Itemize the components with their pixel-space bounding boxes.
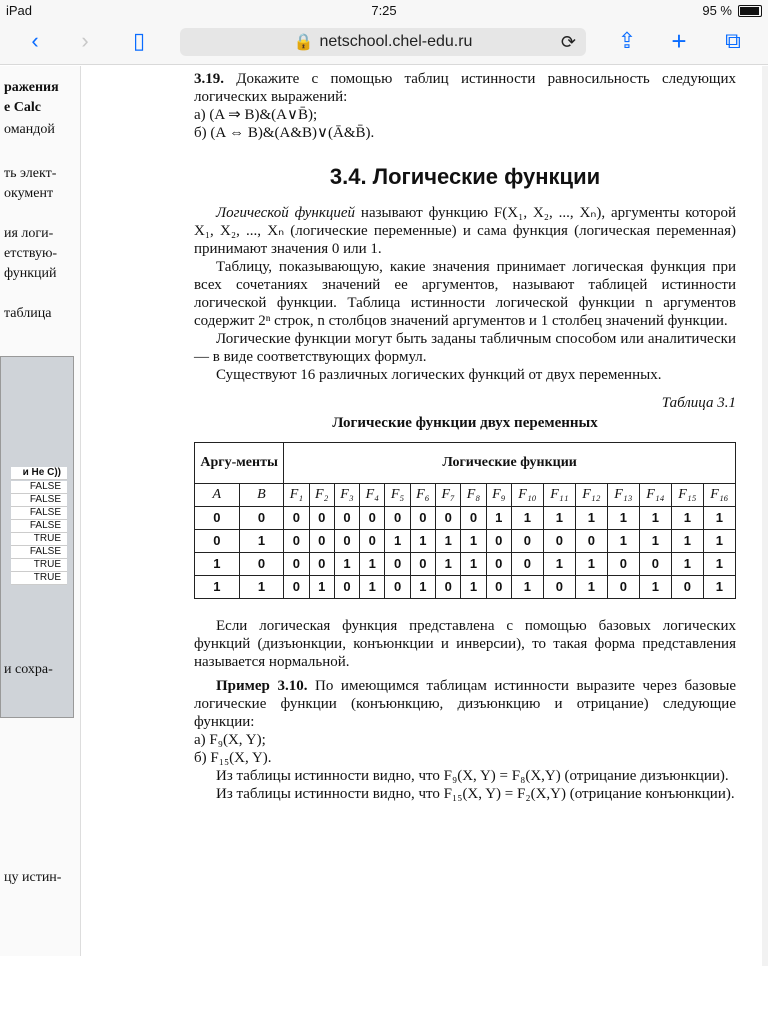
sheet-cell: FALSE	[11, 507, 67, 520]
table-cell: 0	[360, 530, 385, 553]
column-header: F₁₅	[671, 484, 703, 507]
table-cell: 1	[575, 507, 607, 530]
sheet-cell: TRUE	[11, 533, 67, 546]
table-cell: 1	[410, 530, 435, 553]
table-cell: 0	[671, 576, 703, 599]
column-header: A	[195, 484, 240, 507]
url-text: netschool.chel-edu.ru	[319, 33, 473, 50]
table-cell: 0	[334, 530, 359, 553]
table-cell: 1	[410, 576, 435, 599]
table-cell: 0	[511, 530, 543, 553]
column-header: F₇	[436, 484, 461, 507]
left-line: окумент	[4, 186, 54, 201]
table-row	[195, 530, 736, 553]
page-right-edge	[762, 66, 768, 966]
left-page-fragment	[0, 66, 81, 956]
table-cell: 1	[671, 507, 703, 530]
table-cell: 0	[284, 576, 309, 599]
example-a: а) F₉(X, Y);	[194, 732, 266, 748]
book-page	[194, 66, 736, 803]
column-header: F₁₃	[607, 484, 639, 507]
table-cell: 1	[543, 553, 575, 576]
table-cell: 1	[575, 553, 607, 576]
column-header: F₁₂	[575, 484, 607, 507]
sheet-cell: TRUE	[11, 559, 67, 572]
example-text: По имеющимся таблицам истинности выразите через базовые логические функции (конъюнкцию, дизъюнкцию и отрицание) следующие функции:	[194, 678, 736, 730]
browser-toolbar	[0, 20, 768, 65]
status-bar	[0, 0, 768, 20]
lock-icon: 🔒	[293, 34, 314, 51]
table-cell: 0	[543, 530, 575, 553]
paragraph-2: Таблицу, показывающую, какие значения принимает логическая функция при всех сочетаниях значений ее аргументов, называют таблицей истинности логической функции. Таблица истинности логической функции n аргументов содержит 2ⁿ строк, n столбцов значений аргументов и 1 столбец значений функции.	[194, 259, 736, 329]
table-cell: 1	[543, 507, 575, 530]
table-cell: 1	[575, 576, 607, 599]
table-cell: 0	[239, 507, 284, 530]
table-cell: 1	[486, 507, 511, 530]
forward-icon[interactable]: ›	[81, 28, 89, 53]
example-lead: Пример 3.10.	[216, 678, 308, 694]
truth-table	[194, 442, 736, 599]
table-cell: 1	[461, 530, 486, 553]
table-cell: 1	[334, 553, 359, 576]
table-cell: 0	[575, 530, 607, 553]
tabs-icon[interactable]: ⧉	[725, 28, 741, 53]
column-header: F₁₀	[511, 484, 543, 507]
column-header: F₆	[410, 484, 435, 507]
table-body	[195, 507, 736, 599]
table-cell: 1	[639, 530, 671, 553]
table-cell: 0	[239, 553, 284, 576]
exercise-text: Докажите с помощью таблиц истинности равносильность следующих логических выражений:	[194, 71, 736, 105]
table-cell: 1	[703, 530, 735, 553]
paragraph-4: Существуют 16 различных логических функций от двух переменных.	[216, 367, 662, 383]
exercise	[194, 70, 736, 106]
table-cell: 1	[639, 576, 671, 599]
table-cell: 0	[461, 507, 486, 530]
term: Логической функцией	[216, 205, 356, 221]
table-cell: 0	[360, 507, 385, 530]
sheet-header: и Не С))	[11, 467, 67, 480]
reload-icon[interactable]: ⟳	[560, 32, 576, 52]
paragraph-5: Если логическая функция представлена с помощью базовых логических функций (дизъюнкции, конъюнкции и инверсии), то такая форма представления называется нормальной.	[194, 618, 736, 670]
column-header: F₂	[309, 484, 334, 507]
column-header: F₁₄	[639, 484, 671, 507]
paragraph-6: Из таблицы истинности видно, что F₉(X, Y) = F₈(X,Y) (отрицание дизъюнкции).	[216, 768, 729, 784]
new-tab-icon[interactable]: +	[671, 25, 687, 56]
table-cell: 1	[607, 530, 639, 553]
device-label: iPad	[6, 3, 33, 18]
exercise-a: а) (A ⇒ B)&(A∨B̄);	[194, 107, 318, 123]
column-header: F₁₁	[543, 484, 575, 507]
address-bar[interactable]	[180, 28, 586, 56]
table-cell: 0	[607, 553, 639, 576]
table-cell: 0	[385, 507, 410, 530]
exercise-b: б) (A ⇔ B)&(A&B)∨(Ā&B̄).	[194, 125, 375, 141]
table-cell: 0	[436, 576, 461, 599]
column-header-row	[195, 484, 736, 507]
sheet-cell: TRUE	[11, 572, 67, 585]
battery-icon	[738, 5, 762, 17]
table-cell: 0	[284, 507, 309, 530]
example	[194, 677, 736, 731]
left-line: функций	[4, 266, 57, 281]
table-cell: 0	[410, 507, 435, 530]
left-line: омандой	[4, 122, 55, 137]
table-cell: 0	[639, 553, 671, 576]
table-cell: 1	[703, 553, 735, 576]
table-cell: 1	[639, 507, 671, 530]
sheet-cell: FALSE	[11, 481, 67, 494]
table-cell: 0	[284, 553, 309, 576]
table-cell: 1	[436, 530, 461, 553]
left-line: и сохра-	[4, 662, 53, 677]
table-cell: 0	[284, 530, 309, 553]
paragraph-3: Логические функции могут быть заданы табличным способом или аналитически — в виде соответствующих формул.	[194, 331, 736, 365]
table-cell: 1	[360, 576, 385, 599]
table-cell: 0	[195, 530, 240, 553]
table-row	[195, 576, 736, 599]
table-cell: 0	[195, 507, 240, 530]
bookmarks-icon[interactable]: ▯	[132, 28, 146, 53]
table-cell: 1	[461, 576, 486, 599]
clock: 7:25	[371, 3, 397, 18]
table-title: Логические функции двух переменных	[332, 415, 598, 431]
table-cell: 0	[607, 576, 639, 599]
status-right	[702, 3, 762, 18]
table-cell: 0	[334, 507, 359, 530]
share-icon[interactable]: ⇪	[617, 28, 637, 53]
column-header: F₃	[334, 484, 359, 507]
left-line: ть элект-	[4, 166, 57, 181]
table-cell: 0	[543, 576, 575, 599]
column-header: F₄	[360, 484, 385, 507]
table-cell: 1	[239, 576, 284, 599]
paragraph-1	[194, 204, 736, 258]
left-line: таблица	[4, 306, 52, 321]
left-line: е Calc	[4, 100, 41, 115]
table-cell: 0	[436, 507, 461, 530]
section-title: 3.4. Логические функции	[329, 164, 601, 189]
column-header: F₈	[461, 484, 486, 507]
table-cell: 0	[309, 507, 334, 530]
table-cell: 1	[511, 576, 543, 599]
table-cell: 0	[511, 553, 543, 576]
table-cell: 1	[239, 530, 284, 553]
table-cell: 1	[511, 507, 543, 530]
sheet-cell: FALSE	[11, 520, 67, 533]
table-cell: 1	[195, 576, 240, 599]
paragraph-1-text: называют функцию F(X₁, X₂, ..., Xₙ), аргументы которой X₁, X₂, ..., Xₙ (логические переменные) и сама функция (логическая переменная) принимают значения 0 или 1.	[194, 205, 736, 257]
functions-header: Логические функции	[284, 443, 736, 484]
column-header: B	[239, 484, 284, 507]
table-cell: 0	[385, 576, 410, 599]
example-b: б) F₁₅(X, Y).	[194, 750, 272, 766]
paragraph-7: Из таблицы истинности видно, что F₁₅(X, Y) = F₂(X,Y) (отрицание конъюнкции).	[216, 786, 735, 802]
column-header: F₁₆	[703, 484, 735, 507]
sheet-cell: FALSE	[11, 546, 67, 559]
table-cell: 1	[309, 576, 334, 599]
table-row	[195, 553, 736, 576]
table-cell: 1	[385, 530, 410, 553]
table-row	[195, 507, 736, 530]
table-cell: 1	[671, 530, 703, 553]
table-cell: 1	[703, 576, 735, 599]
table-cell: 1	[671, 553, 703, 576]
table-cell: 1	[703, 507, 735, 530]
left-line: ражения	[4, 80, 59, 95]
table-cell: 0	[486, 576, 511, 599]
table-cell: 1	[461, 553, 486, 576]
exercise-number: 3.19.	[194, 71, 224, 87]
args-header: Аргу-менты	[195, 443, 284, 484]
left-line: етствую-	[4, 246, 58, 261]
table-cell: 0	[309, 553, 334, 576]
table-cell: 1	[360, 553, 385, 576]
table-cell: 0	[309, 530, 334, 553]
back-icon[interactable]: ‹	[31, 28, 39, 53]
column-header: F₁	[284, 484, 309, 507]
left-line: ия логи-	[4, 226, 54, 241]
table-cell: 0	[385, 553, 410, 576]
column-header: F₉	[486, 484, 511, 507]
battery-percent: 95 %	[702, 3, 732, 18]
table-cell: 1	[195, 553, 240, 576]
left-line: цу истин-	[4, 870, 62, 885]
table-cell: 0	[486, 553, 511, 576]
table-cell: 0	[410, 553, 435, 576]
table-cell: 1	[607, 507, 639, 530]
sheet-cell: FALSE	[11, 494, 67, 507]
table-cell: 0	[334, 576, 359, 599]
column-header: F₅	[385, 484, 410, 507]
table-caption: Таблица 3.1	[661, 395, 736, 411]
table-cell: 0	[486, 530, 511, 553]
table-cell: 1	[436, 553, 461, 576]
